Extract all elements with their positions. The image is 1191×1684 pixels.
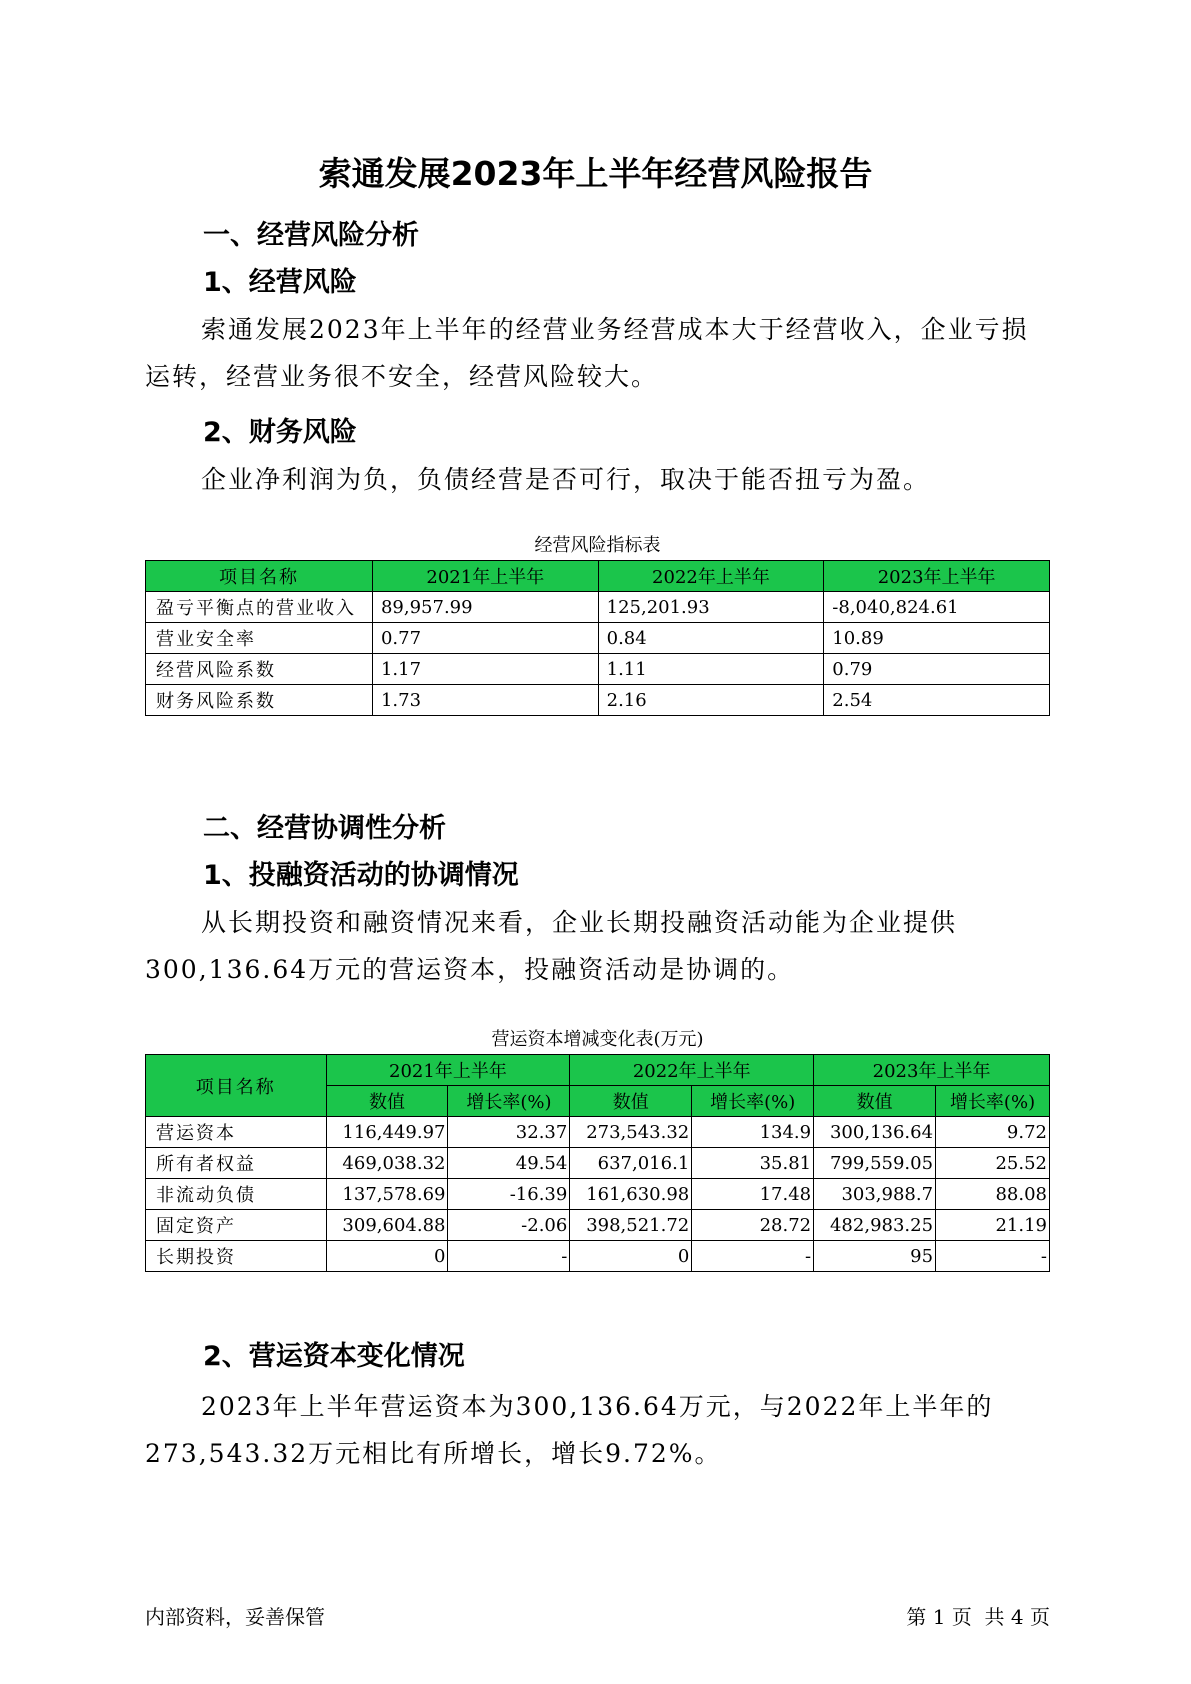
working-capital-table bbox=[145, 1054, 1050, 1272]
table-cell: 28.72 bbox=[692, 1210, 814, 1241]
paragraph-line: 273,543.32万元相比有所增长，增长9.72%。 bbox=[145, 1439, 722, 1468]
header-cell: 项目名称 bbox=[146, 1055, 327, 1117]
header-cell: 2022年上半年 bbox=[570, 1055, 814, 1086]
header-cell: 数值 bbox=[570, 1086, 692, 1117]
header-cell: 数值 bbox=[326, 1086, 448, 1117]
header-cell: 2023年上半年 bbox=[814, 1055, 1050, 1086]
table-cell: 0.79 bbox=[824, 654, 1050, 685]
paragraph-working-capital-change bbox=[145, 1383, 1050, 1477]
table-cell: 398,521.72 bbox=[570, 1210, 692, 1241]
row-label: 所有者权益 bbox=[146, 1148, 327, 1179]
paragraph-line: 运转，经营业务很不安全，经营风险较大。 bbox=[145, 362, 659, 391]
paragraph-financial-risk bbox=[145, 456, 1050, 503]
row-label: 营业安全率 bbox=[146, 623, 373, 654]
page-title: 索通发展2023年上半年经营风险报告 bbox=[318, 154, 873, 193]
paragraph-line: 从长期投资和融资情况来看，企业长期投融资活动能为企业提供 bbox=[201, 908, 958, 937]
header-cell: 2022年上半年 bbox=[598, 561, 824, 592]
paragraph-investment-financing bbox=[145, 899, 1050, 993]
table-cell: 95 bbox=[814, 1241, 936, 1272]
table-row bbox=[146, 623, 1050, 654]
table-row bbox=[146, 685, 1050, 716]
table-header-row bbox=[146, 561, 1050, 592]
row-label: 营运资本 bbox=[146, 1117, 327, 1148]
table-cell: 2.16 bbox=[598, 685, 824, 716]
table-cell: -8,040,824.61 bbox=[824, 592, 1050, 623]
table-caption-working-capital: 营运资本增减变化表(万元) bbox=[491, 1029, 704, 1050]
header-cell: 2021年上半年 bbox=[326, 1055, 570, 1086]
subheading-financial-risk: 2、财务风险 bbox=[203, 417, 357, 448]
table-cell: 89,957.99 bbox=[372, 592, 598, 623]
footer-note: 内部资料，妥善保管 bbox=[145, 1605, 325, 1629]
table-cell: 469,038.32 bbox=[326, 1148, 448, 1179]
paragraph-line: 2023年上半年营运资本为300,136.64万元，与2022年上半年的 bbox=[201, 1392, 994, 1421]
table-cell: 10.89 bbox=[824, 623, 1050, 654]
paragraph-line: 索通发展2023年上半年的经营业务经营成本大于经营收入，企业亏损 bbox=[201, 315, 1029, 344]
table-row bbox=[146, 592, 1050, 623]
table-cell: 0 bbox=[326, 1241, 448, 1272]
table-cell: 25.52 bbox=[936, 1148, 1050, 1179]
paragraph-operating-risk bbox=[145, 306, 1050, 400]
table-row bbox=[146, 1117, 1050, 1148]
row-label: 经营风险系数 bbox=[146, 654, 373, 685]
row-label: 长期投资 bbox=[146, 1241, 327, 1272]
header-cell: 2023年上半年 bbox=[824, 561, 1050, 592]
row-label: 固定资产 bbox=[146, 1210, 327, 1241]
row-label: 非流动负债 bbox=[146, 1179, 327, 1210]
paragraph-line: 300,136.64万元的营运资本，投融资活动是协调的。 bbox=[145, 955, 795, 984]
table-row bbox=[146, 1179, 1050, 1210]
header-cell: 项目名称 bbox=[146, 561, 373, 592]
page-number: 第 1 页 共 4 页 bbox=[906, 1605, 1050, 1629]
table-cell: 134.9 bbox=[692, 1117, 814, 1148]
table-header-row bbox=[146, 1055, 1050, 1086]
section-heading-2: 二、经营协调性分析 bbox=[203, 813, 446, 844]
table-cell: 1.17 bbox=[372, 654, 598, 685]
table-cell: 125,201.93 bbox=[598, 592, 824, 623]
header-cell: 2021年上半年 bbox=[372, 561, 598, 592]
table-cell: 116,449.97 bbox=[326, 1117, 448, 1148]
table-cell: 35.81 bbox=[692, 1148, 814, 1179]
header-cell: 数值 bbox=[814, 1086, 936, 1117]
table-caption-risk: 经营风险指标表 bbox=[534, 535, 661, 556]
table-cell: 0.84 bbox=[598, 623, 824, 654]
table-cell: 88.08 bbox=[936, 1179, 1050, 1210]
subheading-investment-financing: 1、投融资活动的协调情况 bbox=[203, 860, 519, 891]
table-cell: 161,630.98 bbox=[570, 1179, 692, 1210]
table-cell: - bbox=[936, 1241, 1050, 1272]
subheading-operating-risk: 1、经营风险 bbox=[203, 267, 357, 298]
row-label: 财务风险系数 bbox=[146, 685, 373, 716]
table-cell: 1.73 bbox=[372, 685, 598, 716]
table-cell: 49.54 bbox=[448, 1148, 570, 1179]
table-row bbox=[146, 1241, 1050, 1272]
table-cell: 0 bbox=[570, 1241, 692, 1272]
table-cell: 1.11 bbox=[598, 654, 824, 685]
subheading-working-capital-change: 2、营运资本变化情况 bbox=[203, 1341, 465, 1372]
table-cell: 637,016.1 bbox=[570, 1148, 692, 1179]
table-cell: 0.77 bbox=[372, 623, 598, 654]
table-cell: - bbox=[448, 1241, 570, 1272]
table-cell: 137,578.69 bbox=[326, 1179, 448, 1210]
table-cell: 21.19 bbox=[936, 1210, 1050, 1241]
table-row bbox=[146, 1148, 1050, 1179]
table-cell: -2.06 bbox=[448, 1210, 570, 1241]
table-cell: 309,604.88 bbox=[326, 1210, 448, 1241]
table-row bbox=[146, 1210, 1050, 1241]
table-cell: 32.37 bbox=[448, 1117, 570, 1148]
table-cell: 17.48 bbox=[692, 1179, 814, 1210]
table-cell: -16.39 bbox=[448, 1179, 570, 1210]
risk-indicator-table bbox=[145, 560, 1050, 716]
table-cell: 482,983.25 bbox=[814, 1210, 936, 1241]
table-cell: 300,136.64 bbox=[814, 1117, 936, 1148]
table-cell: 2.54 bbox=[824, 685, 1050, 716]
paragraph-line: 企业净利润为负，负债经营是否可行，取决于能否扭亏为盈。 bbox=[201, 465, 931, 494]
table-cell: 273,543.32 bbox=[570, 1117, 692, 1148]
table-cell: 799,559.05 bbox=[814, 1148, 936, 1179]
table-cell: 9.72 bbox=[936, 1117, 1050, 1148]
header-cell: 增长率(%) bbox=[692, 1086, 814, 1117]
table-row bbox=[146, 654, 1050, 685]
table-cell: - bbox=[692, 1241, 814, 1272]
row-label: 盈亏平衡点的营业收入 bbox=[146, 592, 373, 623]
section-heading-1: 一、经营风险分析 bbox=[203, 220, 419, 251]
header-cell: 增长率(%) bbox=[448, 1086, 570, 1117]
table-cell: 303,988.7 bbox=[814, 1179, 936, 1210]
header-cell: 增长率(%) bbox=[936, 1086, 1050, 1117]
